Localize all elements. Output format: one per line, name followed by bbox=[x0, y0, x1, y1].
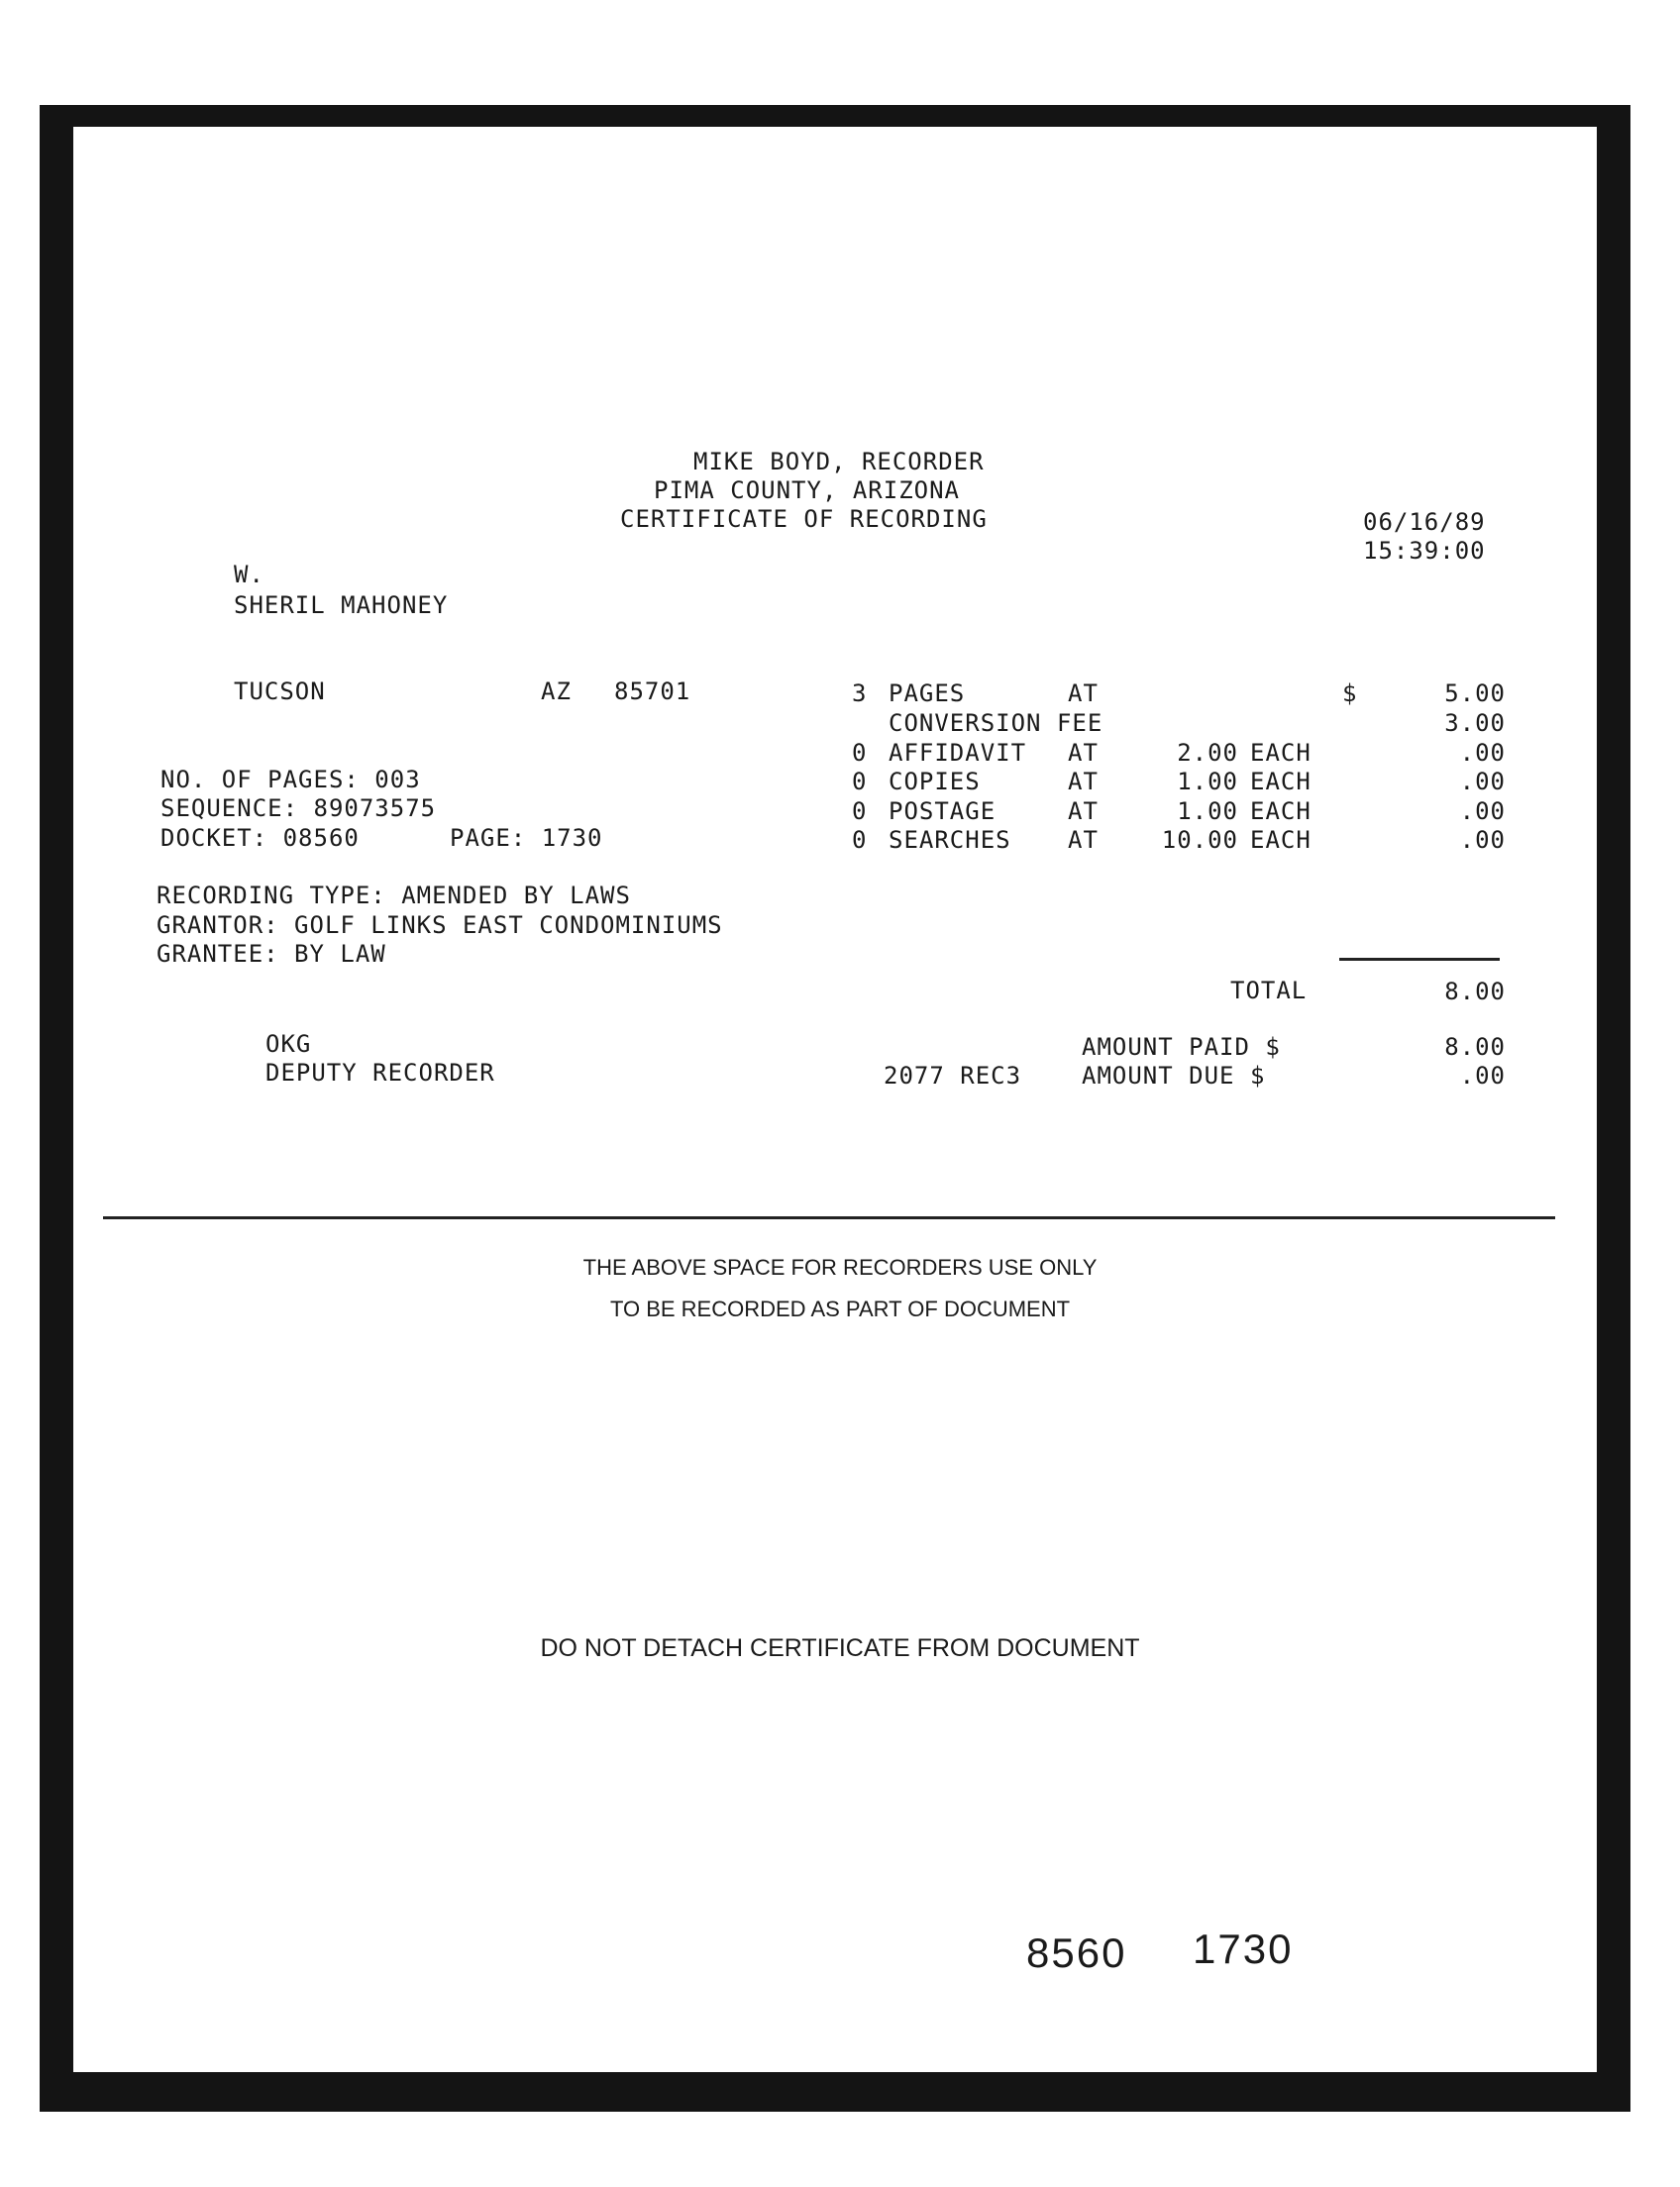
fee-pages-at: AT bbox=[1068, 679, 1099, 707]
fee-postage-each: EACH bbox=[1250, 797, 1312, 825]
recording-type: RECORDING TYPE: AMENDED BY LAWS bbox=[157, 882, 631, 909]
fee-pages-item: PAGES bbox=[889, 679, 966, 707]
fee-affidavit-item: AFFIDAVIT bbox=[889, 739, 1027, 767]
county-name: PIMA COUNTY, ARIZONA bbox=[654, 476, 960, 504]
document-border bbox=[40, 105, 1630, 2112]
recorder-use-notice: THE ABOVE SPACE FOR RECORDERS USE ONLY bbox=[582, 1255, 1098, 1280]
fee-searches-each: EACH bbox=[1250, 826, 1312, 854]
fee-affidavit-amount: .00 bbox=[1459, 739, 1506, 767]
recipient-initial: W. bbox=[234, 561, 264, 588]
fee-conversion-amount: 3.00 bbox=[1444, 709, 1506, 737]
fee-copies-amount: .00 bbox=[1459, 768, 1506, 795]
total-label: TOTAL bbox=[1230, 977, 1308, 1004]
fee-postage-rate: 1.00 bbox=[1177, 797, 1238, 825]
number-of-pages: NO. OF PAGES: 003 bbox=[160, 766, 421, 793]
recorder-space-divider bbox=[103, 1216, 1555, 1219]
recipient-city: TUCSON bbox=[234, 677, 326, 705]
recipient-zip: 85701 bbox=[614, 677, 691, 705]
fee-copies-rate: 1.00 bbox=[1177, 768, 1238, 795]
fee-affidavit-qty: 0 bbox=[852, 739, 868, 767]
detach-warning: DO NOT DETACH CERTIFICATE FROM DOCUMENT bbox=[540, 1634, 1140, 1662]
fee-searches-at: AT bbox=[1068, 826, 1099, 854]
total-rule bbox=[1339, 958, 1500, 961]
amount-due-label: AMOUNT DUE $ bbox=[1082, 1062, 1266, 1090]
footer-page-number: 1730 bbox=[1193, 1926, 1294, 1972]
amount-paid-label: AMOUNT PAID $ bbox=[1082, 1033, 1281, 1061]
docket-number: DOCKET: 08560 bbox=[160, 824, 360, 852]
fee-copies-at: AT bbox=[1068, 768, 1099, 795]
fee-pages-amount: 5.00 bbox=[1444, 679, 1506, 707]
deputy-label: DEPUTY RECORDER bbox=[265, 1059, 495, 1087]
fee-affidavit-rate: 2.00 bbox=[1177, 739, 1238, 767]
fee-pages-qty: 3 bbox=[852, 679, 868, 707]
footer-docket-number: 8560 bbox=[1026, 1929, 1127, 1976]
sequence-number: SEQUENCE: 89073575 bbox=[160, 794, 437, 822]
recorder-name: MIKE BOYD, RECORDER bbox=[693, 448, 985, 475]
fee-searches-item: SEARCHES bbox=[889, 826, 1011, 854]
certificate-title: CERTIFICATE OF RECORDING bbox=[620, 505, 988, 533]
fee-searches-rate: 10.00 bbox=[1161, 826, 1238, 854]
fee-searches-qty: 0 bbox=[852, 826, 868, 854]
amount-paid: 8.00 bbox=[1444, 1033, 1506, 1061]
grantor: GRANTOR: GOLF LINKS EAST CONDOMINIUMS bbox=[157, 911, 723, 939]
recipient-state: AZ bbox=[541, 677, 572, 705]
fee-copies-each: EACH bbox=[1250, 768, 1312, 795]
page-number: PAGE: 1730 bbox=[450, 824, 603, 852]
fee-affidavit-at: AT bbox=[1068, 739, 1099, 767]
recording-date: 06/16/89 bbox=[1363, 508, 1486, 536]
recording-time: 15:39:00 bbox=[1363, 537, 1486, 565]
deputy-initials: OKG bbox=[265, 1030, 312, 1058]
grantee: GRANTEE: BY LAW bbox=[157, 940, 386, 968]
fee-searches-amount: .00 bbox=[1459, 826, 1506, 854]
fee-affidavit-each: EACH bbox=[1250, 739, 1312, 767]
recipient-name: SHERIL MAHONEY bbox=[234, 591, 449, 619]
fee-pages-dollar: $ bbox=[1342, 679, 1358, 707]
amount-due: .00 bbox=[1459, 1062, 1506, 1090]
fee-postage-item: POSTAGE bbox=[889, 797, 997, 825]
fee-postage-qty: 0 bbox=[852, 797, 868, 825]
fee-postage-at: AT bbox=[1068, 797, 1099, 825]
fee-postage-amount: .00 bbox=[1459, 797, 1506, 825]
total-amount: 8.00 bbox=[1444, 978, 1506, 1005]
fee-conversion-item: CONVERSION FEE bbox=[889, 709, 1103, 737]
recorded-as-part-notice: TO BE RECORDED AS PART OF DOCUMENT bbox=[609, 1297, 1071, 1321]
receipt-number: 2077 REC3 bbox=[884, 1062, 1022, 1090]
fee-copies-qty: 0 bbox=[852, 768, 868, 795]
fee-copies-item: COPIES bbox=[889, 768, 981, 795]
